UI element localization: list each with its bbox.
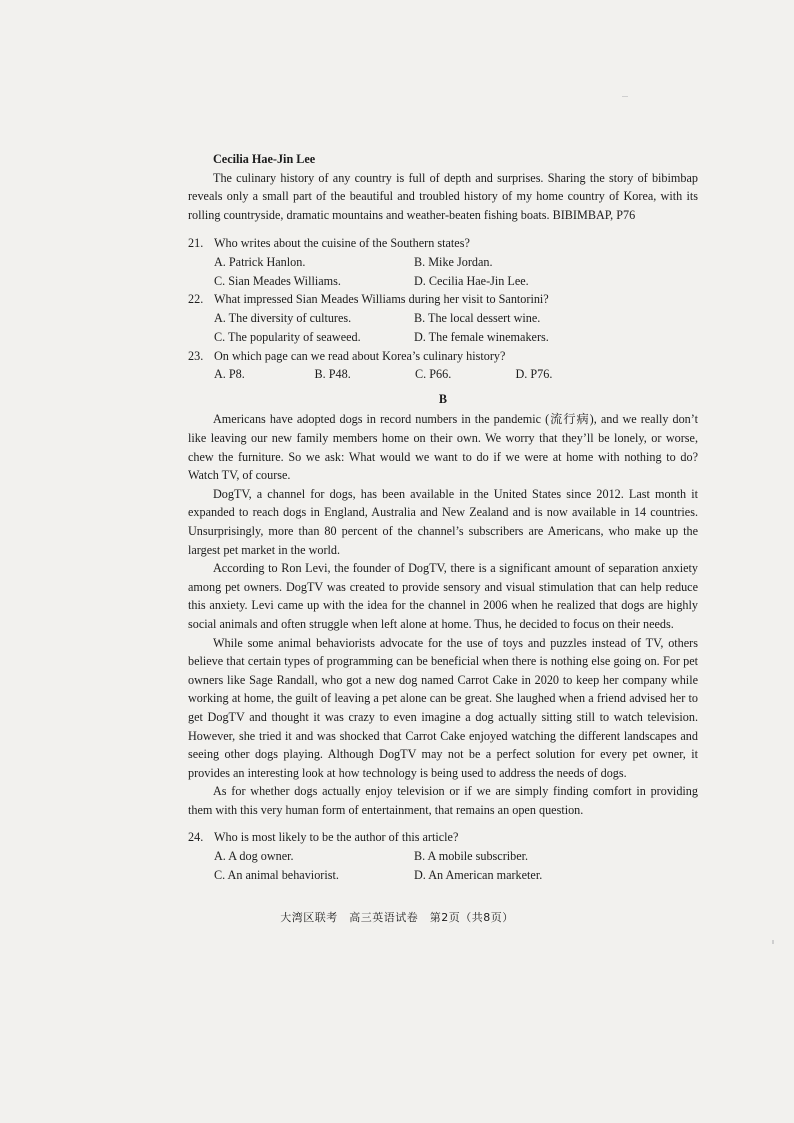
option-row: [214, 365, 698, 384]
passage-paragraph: As for whether dogs actually enjoy television or if we are simply finding comfort in providing them with this very human form of entertainment, that remains an open question.: [188, 784, 698, 817]
scan-speck: [772, 940, 774, 944]
passage-paragraph: While some animal behaviorists advocate for the use of toys and puzzles instead of TV, others believe that certain types of programming can be beneficial when there is nothing else going on. For pet owners like Sage Randall, who got a new dog named Carrot Cake in 2020 to keep her company while working at home, the guilt of leaving a pet alone can be great. She laughed when a friend advised her to get DogTV and thought it was crazy to even imagine a dog actually sitting still to watch television. However, she tried it and was shocked that Carrot Cake enjoyed watching the different landscapes and seeing other dogs playing. Although DogTV may not be a perfect solution for every pet owner, it provides an interesting look at how technology is being used to address the needs of dogs.: [188, 635, 698, 780]
question-stem-row: [188, 828, 698, 847]
option-a[interactable]: A. The diversity of cultures.: [214, 311, 352, 326]
question-stem-row: [188, 234, 698, 253]
question-21: [188, 234, 698, 290]
option-row: [214, 253, 698, 272]
page-footer: 大湾区联考 高三英语试卷 第2页（共8页）: [280, 911, 514, 924]
option-c[interactable]: C. Sian Meades Williams.: [214, 273, 341, 288]
option-b[interactable]: B. A mobile subscriber.: [414, 849, 529, 864]
question-stem: Who writes about the cuisine of the Southern states?: [214, 236, 470, 251]
question-number: 24.: [188, 830, 204, 845]
author-description: The culinary history of any country is full of depth and surprises. Sharing the story of bibimbap reveals only a small part of the beautiful and troubled history of my home country of Korea, with its rolling countryside, dramatic mountains and weather-beaten fishing boats. BIBIMBAP, P76: [188, 170, 698, 222]
question-number: 22.: [188, 292, 204, 307]
question-stem: Who is most likely to be the author of this article?: [214, 830, 459, 845]
option-c[interactable]: C. The popularity of seaweed.: [214, 329, 361, 344]
option-row: [214, 847, 698, 866]
question-number: 23.: [188, 348, 204, 363]
question-stem-row: [188, 290, 698, 309]
option-d[interactable]: D. An American marketer.: [414, 867, 543, 882]
section-heading: B: [438, 391, 448, 406]
question-22: [188, 290, 698, 346]
question-number: 21.: [188, 236, 204, 251]
question-stem: On which page can we read about Korea’s culinary history?: [214, 348, 506, 363]
scan-speck: [622, 96, 628, 97]
option-b[interactable]: B. Mike Jordan.: [414, 254, 493, 269]
question-stem-row: [188, 347, 698, 366]
question-stem: What impressed Sian Meades Williams during her visit to Santorini?: [214, 292, 549, 307]
page-content: [188, 150, 698, 885]
option-d[interactable]: D. P76.: [515, 367, 553, 382]
passage-paragraph: Americans have adopted dogs in record numbers in the pandemic (流行病), and we really don’t like leaving our new family members home on their own. We worry that they’ll be lonely, or worse, chew the furniture. So we ask: What would we want to do if we were at home with nothing to do? Watch TV, of course.: [188, 412, 698, 483]
option-row: [214, 866, 698, 885]
option-a[interactable]: A. P8.: [214, 367, 245, 382]
question-23: [188, 347, 698, 384]
option-a[interactable]: A. A dog owner.: [214, 849, 294, 864]
option-c[interactable]: C. P66.: [415, 367, 452, 382]
passage-paragraph: According to Ron Levi, the founder of DogTV, there is a significant amount of separation anxiety among pet owners. DogTV was created to provide sensory and visual stimulation that can help reduce this anxiety. Levi came up with the idea for the channel in 2006 when he realized that dogs are highly social animals and often struggle when left alone at home. Thus, he decided to focus on their needs.: [188, 561, 698, 631]
spacer: [188, 224, 698, 234]
option-c[interactable]: C. An animal behaviorist.: [214, 867, 339, 882]
author-heading: Cecilia Hae-Jin Lee: [213, 152, 316, 166]
option-b[interactable]: B. The local dessert wine.: [414, 311, 541, 326]
option-row: [214, 272, 698, 291]
option-row: [214, 328, 698, 347]
option-b[interactable]: B. P48.: [314, 367, 351, 382]
passage-paragraph: DogTV, a channel for dogs, has been available in the United States since 2012. Last month it expanded to reach dogs in England, Australia and New Zealand and is now available in 14 countries. Unsurprisingly, more than 80 percent of the channel’s subscribers are Americans, who make up the largest pet market in the world.: [188, 486, 698, 557]
option-d[interactable]: D. The female winemakers.: [414, 329, 549, 344]
option-a[interactable]: A. Patrick Hanlon.: [214, 254, 306, 269]
question-24: [188, 828, 698, 884]
option-row: [214, 309, 698, 328]
spacer: [188, 819, 698, 828]
option-d[interactable]: D. Cecilia Hae-Jin Lee.: [414, 273, 529, 288]
